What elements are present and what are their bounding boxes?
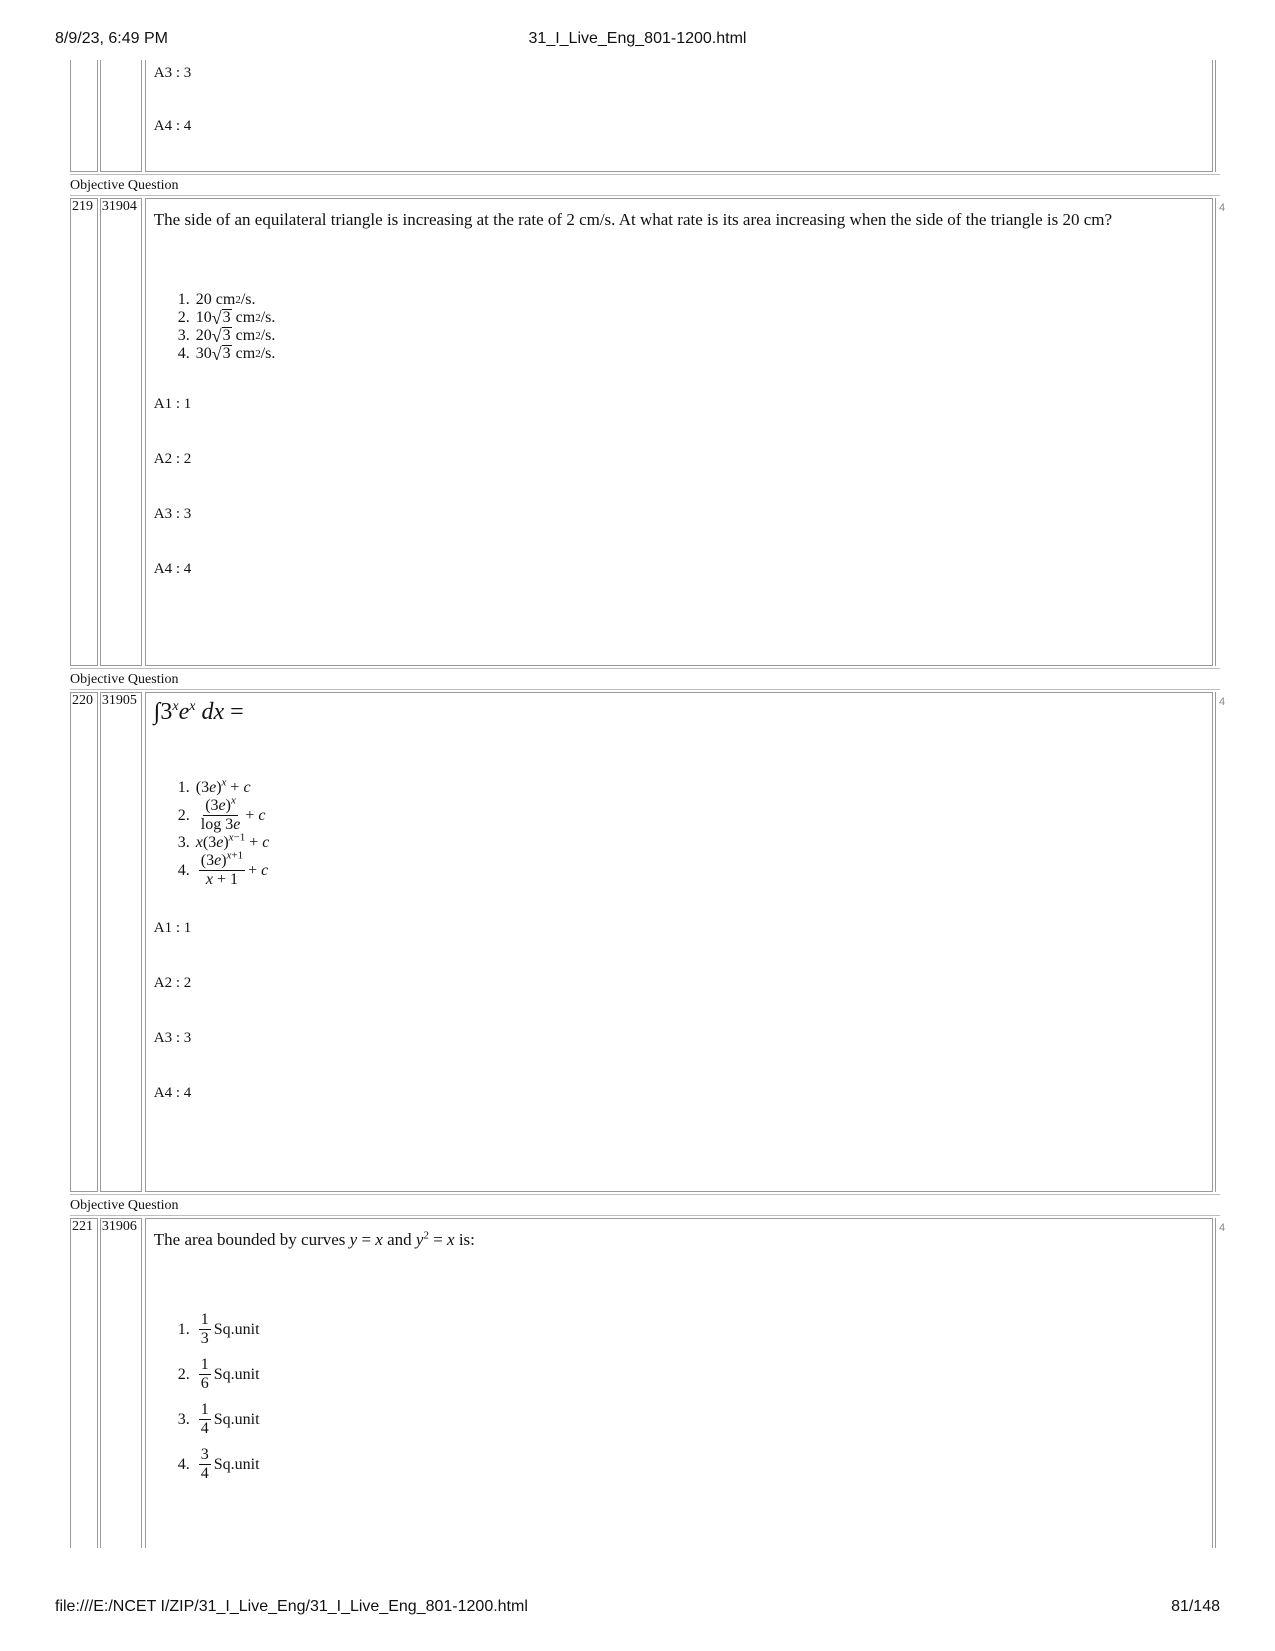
print-page-number: 81/148 [1171,1598,1220,1615]
option-list [178,1307,1212,1487]
print-file-path: file:///E:/NCET I/ZIP/31_I_Live_Eng/31_I_Live_Eng_801-1200.html [55,1598,528,1615]
answer-a3: A3 : 3 [153,1030,192,1046]
question-id: 31904 [100,198,142,666]
prev-id-cell [100,60,142,172]
option-1: 1. $\frac{1}{3}$ Sq.unit [177,1311,260,1347]
answer-a1: A1 : 1 [153,396,192,412]
answer-a3: A3 : 3 [153,65,192,81]
option-3: 3. $x(3e)^{x-1} + c$ [177,831,270,851]
print-title: 31_I_Live_Eng_801-1200.html [528,30,747,47]
answer-a4: A4 : 4 [153,1085,192,1101]
question-body [145,692,1213,1192]
answer-a2: A2 : 2 [153,451,192,467]
option-list [177,776,1212,889]
answer-a4: A4 : 4 [153,118,192,134]
option-3: 3. $\frac{1}{4}$ Sq.unit [177,1401,260,1437]
section-label: Objective Question [70,668,1220,690]
question-220 [70,692,1226,1192]
answer-a1: A1 : 1 [153,920,192,936]
question-formula: $\int 3^xe^x$ dx = [153,699,244,725]
question-number: 220 [70,692,98,1192]
option-4: 4. 30 √ 3 cm 2 /s. [177,344,276,364]
edge-mark: 4 [1219,1222,1226,1234]
question-body [145,198,1213,666]
option-2: 2. 10 √ 3 cm 2 /s. [177,308,276,328]
answer-a2: A2 : 2 [153,975,192,991]
option-2: 2. $\frac{1}{6}$ Sq.unit [177,1356,260,1392]
prev-num-cell [70,60,98,172]
question-number: 221 [70,1218,98,1548]
section-label: Objective Question [70,1194,1220,1216]
option-4: 4. $\frac{3}{4}$ Sq.unit [177,1446,260,1482]
option-list [178,291,1212,363]
option-1: 1. 20 cm 2 /s. [177,291,256,308]
print-datetime: 8/9/23, 6:49 PM [55,30,168,47]
answer-a3: A3 : 3 [153,506,192,522]
prev-body-cell [145,60,1213,172]
question-id: 31905 [100,692,142,1192]
edge-mark: 4 [1219,202,1226,214]
question-text: The side of an equilateral triangle is increasing at the rate of 2 cm/s. At what rate is its area increasing when the side of the triangle is 20 cm? [153,210,1113,229]
answer-a4: A4 : 4 [153,561,192,577]
question-number: 219 [70,198,98,666]
option-3: 3. 20 √ 3 cm 2 /s. [177,326,276,346]
option-4: 4. $\frac{(3e)^{x+1}}{x + 1}$ + c [177,849,269,888]
edge-mark: 4 [1219,696,1226,708]
question-221 [70,1218,1226,1548]
prev-question-tail [70,60,1220,172]
option-1: 1. $(3e)^x + c$ [177,776,251,796]
section-label: Objective Question [70,174,1220,196]
question-text: The area bounded by curves y = x and $y^2 = x$ is: [153,1229,475,1249]
question-219 [70,198,1226,666]
question-id: 31906 [100,1218,142,1548]
question-table [70,60,1226,1590]
option-2: 2. $\frac{(3e)^x}{\log 3e}$ + c [177,794,266,833]
question-body [145,1218,1213,1548]
